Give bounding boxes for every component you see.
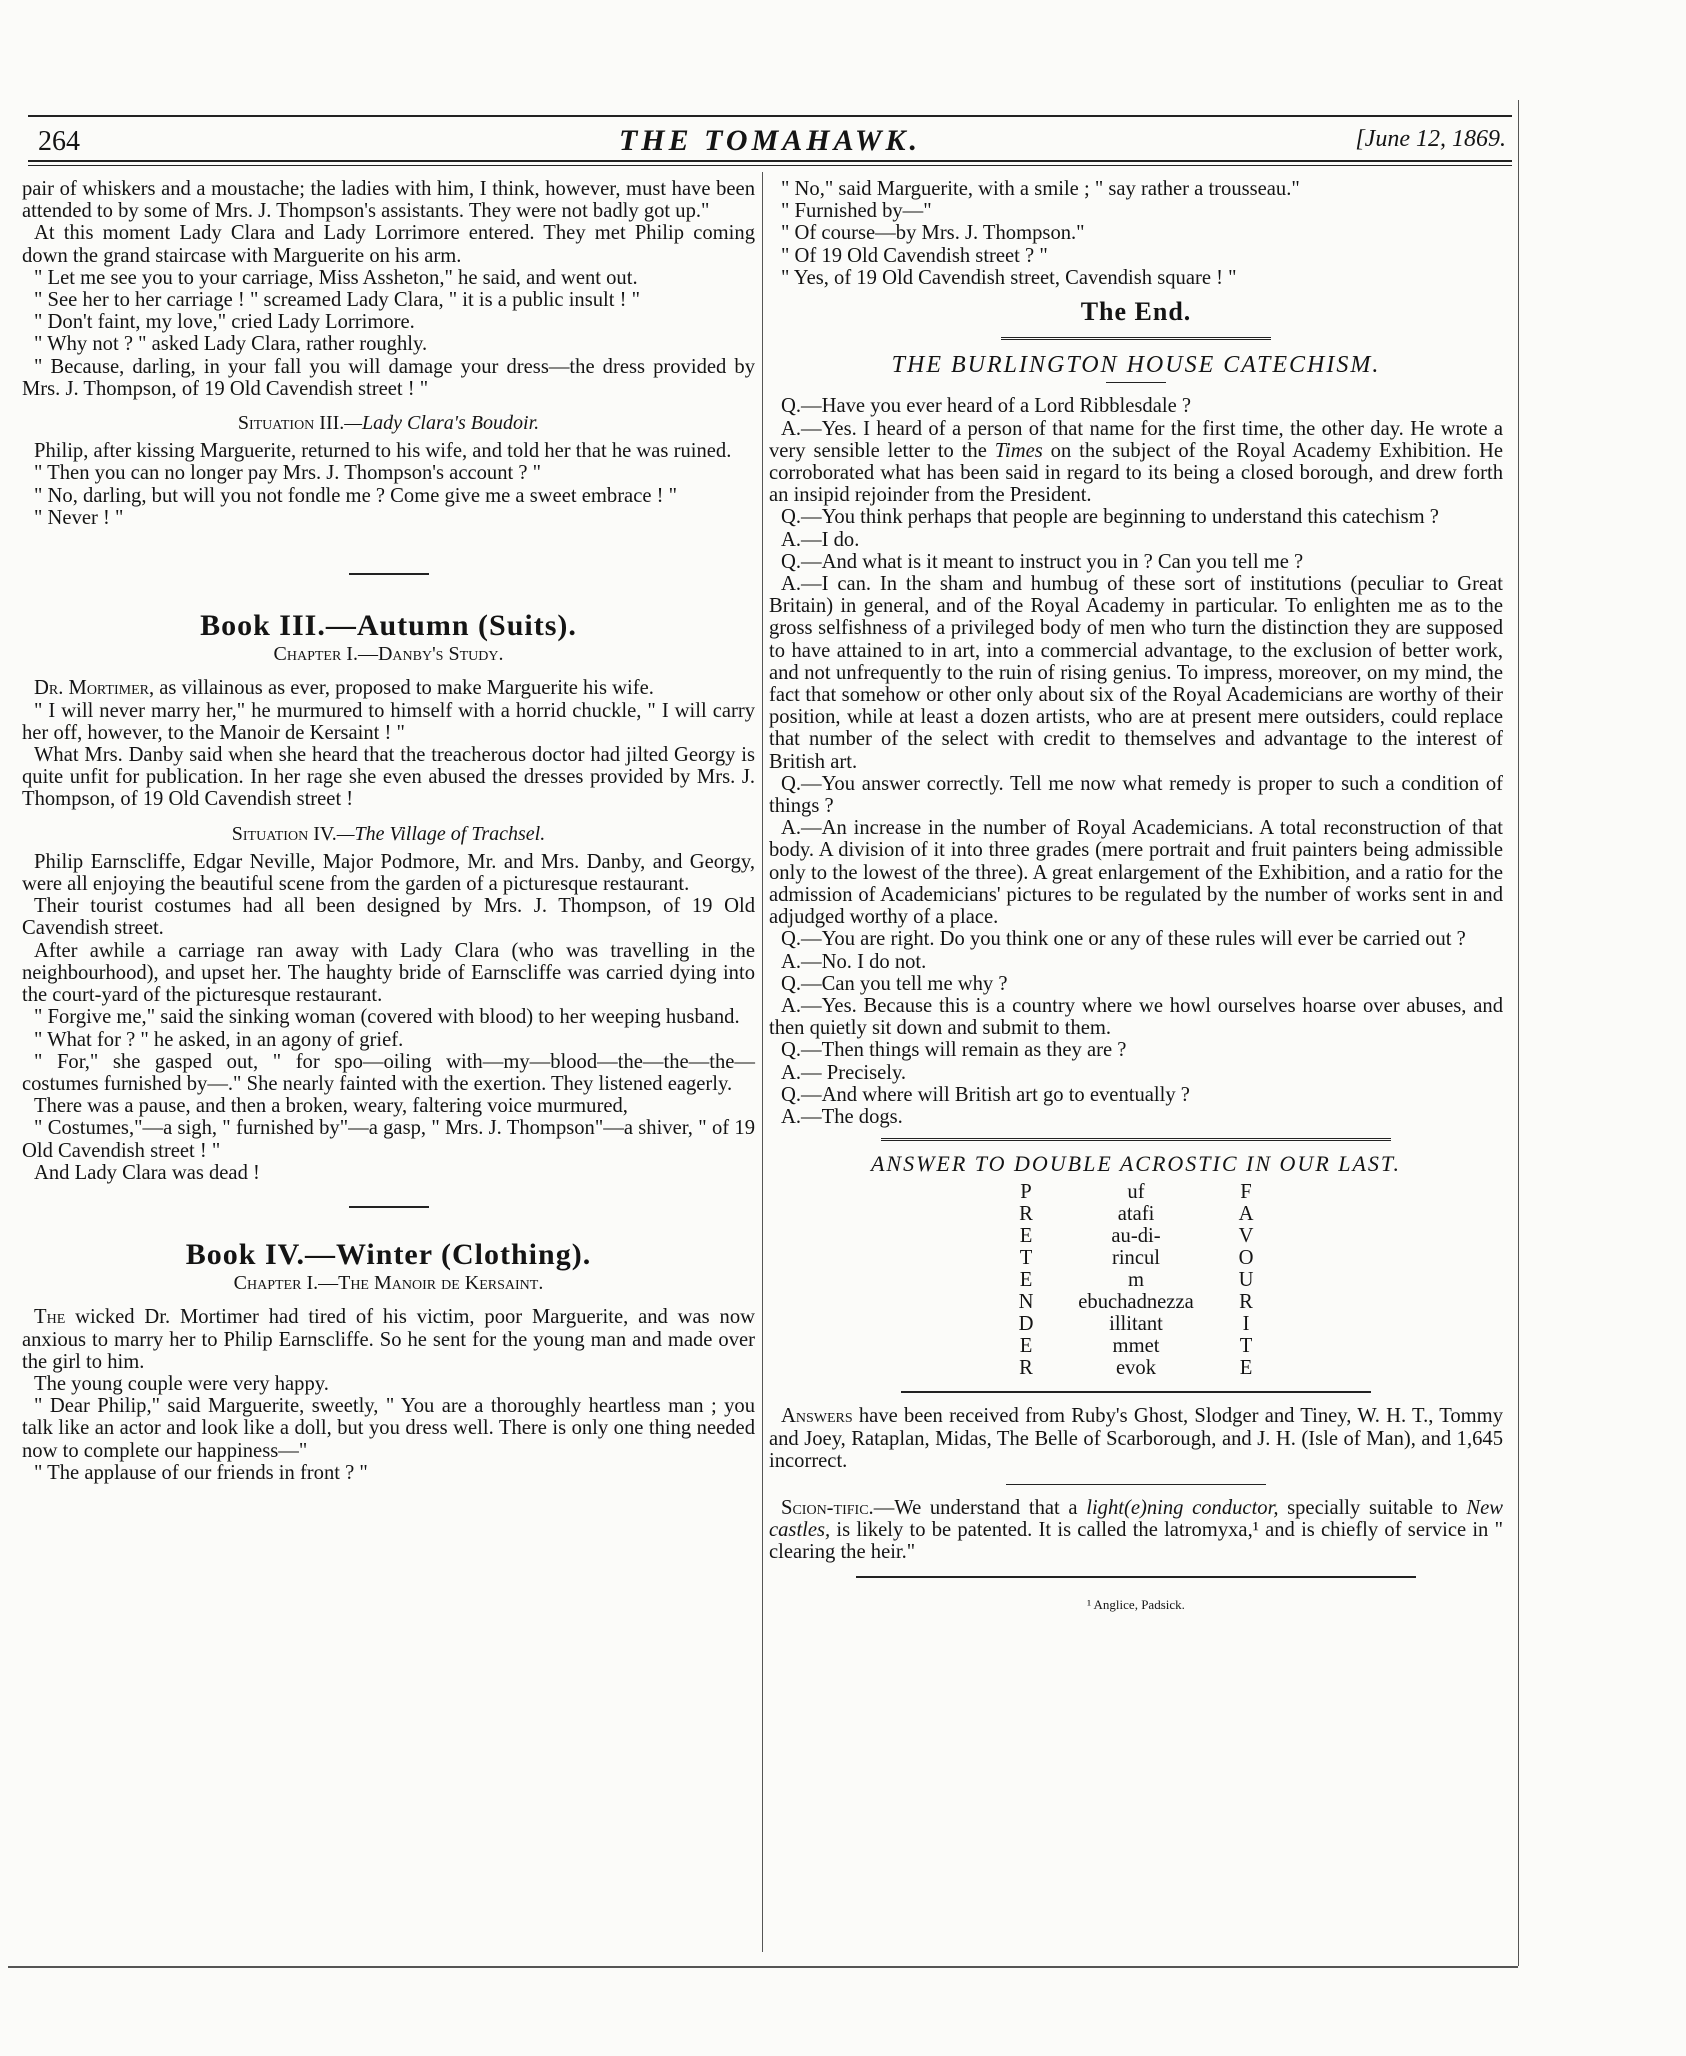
catechism-line: A.—Yes. I heard of a person of that name for the first time, the other day. He wrote a very sensible letter to the Times on the subject of the Royal Academy Exhibition. He corroborated what has been said in regard to its being a closed borough, and drew forth an insipid rejoinder from the President.	[769, 417, 1503, 507]
paragraph: " Costumes,"—a sigh, " furnished by"—a gasp, " Mrs. J. Thompson"—a shiver, " of 19 Old Cavendish street ! "	[22, 1117, 755, 1162]
catechism-line: Q.—You answer correctly. Tell me now what remedy is proper to such a condition of things ?	[769, 772, 1503, 818]
acrostic-row: N ebuchadnezza R	[1018, 1291, 1253, 1314]
chapter-heading: Chapter I.—The Manoir de Kersaint.	[233, 1272, 544, 1295]
situation-label: Situation IV.	[231, 822, 337, 845]
catechism-line: Q.—And what is it meant to instruct you in ? Can you tell me ?	[781, 550, 1304, 573]
publication-title: THE TOMAHAWK.	[618, 124, 922, 157]
page-bottom-rule	[8, 1966, 1518, 1968]
section-rule	[901, 1391, 1371, 1393]
paragraph: " Forgive me," said the sinking woman (covered with blood) to her weeping husband.	[34, 1006, 740, 1029]
chapter-heading: Chapter I.—Danby's Study.	[273, 643, 504, 666]
paragraph: Philip, after kissing Marguerite, returned to his wife, and told her that he was ruined.	[34, 440, 732, 463]
paragraph: " Furnished by—"	[781, 200, 932, 223]
catechism-line: Q.—You think perhaps that people are beginning to understand this catechism ?	[781, 506, 1439, 529]
footnote-rule	[856, 1576, 1416, 1578]
catechism-line: A.—The dogs.	[781, 1105, 903, 1128]
section-rule	[1006, 1484, 1266, 1485]
catechism-line: A.— Precisely.	[781, 1061, 907, 1084]
paragraph: " No, darling, but will you not fondle me ? Come give me a sweet embrace ! "	[34, 484, 678, 507]
lead-in: Dr. Mortimer,	[34, 677, 155, 700]
title-rule	[1106, 382, 1166, 383]
paragraph: wicked Dr. Mortimer had tired of his victim, poor Marguerite, and was now anxious to marry her to Philip Earnscliffe. So he sent for the young man and made over the girl to him.	[22, 1306, 755, 1373]
paragraph: Their tourist costumes had all been designed by Mrs. J. Thompson, of 19 Old Cavendish street.	[22, 895, 755, 940]
page-header	[28, 110, 1512, 160]
paragraph: " The applause of our friends in front ? "	[34, 1461, 368, 1484]
paragraph: " See her to her carriage ! " screamed Lady Clara, " it is a public insult ! "	[34, 289, 641, 312]
paragraph: After awhile a carriage ran away with Lady Clara (who was travelling in the neighbourhood), and upset her. The haughty bride of Earnscliffe was carried dying into the court-yard of the picturesque restaurant.	[22, 939, 755, 1007]
book-heading: Book IV.—Winter (Clothing).	[185, 1237, 592, 1271]
paragraph: as villainous as ever, proposed to make Marguerite his wife.	[154, 677, 654, 700]
header-bottom-rule-thin	[28, 165, 1512, 166]
newspaper-name: Times	[994, 439, 1043, 462]
paragraph: Philip Earnscliffe, Edgar Neville, Major Podmore, Mr. and Mrs. Danby, and Georgy, were all enjoying the beautiful scene from the garden of a picturesque restaurant.	[22, 850, 755, 896]
paragraph: " No," said Marguerite, with a smile ; " say rather a trousseau."	[781, 178, 1300, 200]
issue-date: [June 12, 1869.	[1355, 126, 1506, 152]
situation-title: —Lady Clara's Boudoir.	[344, 412, 540, 435]
catechism-line: A.—Yes. Because this is a country where we howl ourselves hoarse over abuses, and then quietly sit down and submit to them.	[769, 994, 1503, 1040]
left-column	[22, 178, 755, 1484]
paragraph: have been received from Ruby's Ghost, Slodger and Tiney, W. H. T., Tommy and Joey, Rataplan, Midas, The Belle of Scarborough, and J. H. (Isle of Man), and 1,645 incorrect.	[769, 1405, 1503, 1472]
paragraph: " Because, darling, in your fall you will damage your dress—the dress provided by Mrs. J. Thompson, of 19 Old Cavendish street ! "	[22, 355, 755, 400]
paragraph: " Of course—by Mrs. J. Thompson."	[781, 222, 1085, 245]
scion-tific-paragraph: Scion-tific.—We understand that a light(e)ning conductor, specially suitable to New castles, is likely to be patented. It is called the latromyxa,¹ and is chiefly of service in " clearing the heir."	[769, 1496, 1503, 1564]
acrostic-row: E au-di- V	[1019, 1225, 1254, 1248]
footnote: ¹ Anglice, Padsick.	[1087, 1596, 1185, 1612]
catechism-line: Q.—Have you ever heard of a Lord Ribblesdale ?	[781, 395, 1192, 418]
paragraph: pair of whiskers and a moustache; the ladies with him, I think, however, must have been attended to by some of Mrs. J. Thompson's assistants. They were not badly got up."	[22, 178, 755, 223]
paragraph: " I will never marry her," he murmured to himself with a horrid chuckle, " I will carry her off, however, to the Manoir de Kersaint ! "	[22, 699, 755, 744]
catechism-line: Q.—Then things will remain as they are ?	[781, 1039, 1127, 1062]
catechism-line: A.—No. I do not.	[781, 950, 927, 973]
header-top-rule	[28, 115, 1512, 117]
acrostic-title: ANSWER TO DOUBLE ACROSTIC IN OUR LAST.	[870, 1151, 1402, 1177]
catechism-line: Q.—You are right. Do you think one or any of these rules will ever be carried out ?	[781, 928, 1466, 951]
situation-title: —The Village of Trachsel.	[336, 822, 546, 845]
paragraph: " Why not ? " asked Lady Clara, rather roughly.	[34, 333, 428, 356]
acrostic-row: P uf F	[1020, 1181, 1252, 1204]
right-margin-line	[1518, 100, 1519, 1966]
paragraph: " Dear Philip," said Marguerite, sweetly, " You are a thoroughly heartless man ; you talk like an actor and look like a doll, but you dress well. There is only one thing needed now to complete our happiness—"	[22, 1395, 755, 1462]
paragraph: " Yes, of 19 Old Cavendish street, Cavendish square ! "	[781, 266, 1237, 289]
the-end-heading: The End.	[1080, 297, 1192, 327]
catechism-line: Q.—Can you tell me why ?	[781, 972, 1008, 995]
paragraph: " Of 19 Old Cavendish street ? "	[781, 244, 1048, 267]
situation-heading	[22, 823, 755, 845]
paragraph: " For," she gasped out, " for spo—oiling with—my—blood—the—the—the—costumes furnished by—." She nearly fainted with the exertion. They listened eagerly.	[22, 1050, 755, 1095]
paragraph: At this moment Lady Clara and Lady Lorrimore entered. They met Philip coming down the grand staircase with Marguerite on his arm.	[22, 222, 755, 267]
catechism-line: Q.—And where will British art go to eventually ?	[781, 1083, 1190, 1106]
catechism-title: THE BURLINGTON HOUSE CATECHISM.	[891, 352, 1381, 379]
paragraph: " Don't faint, my love," cried Lady Lorrimore.	[34, 311, 415, 334]
paragraph: " Never ! "	[34, 506, 124, 529]
situation-heading	[22, 412, 755, 434]
acrostic-row: E mmet T	[1019, 1335, 1253, 1358]
acrostic-row: D illitant I	[1018, 1313, 1250, 1336]
acrostic-row: E m U	[1019, 1269, 1254, 1292]
paragraph: There was a pause, and then a broken, weary, faltering voice murmured,	[34, 1095, 628, 1118]
section-double-rule	[1001, 337, 1271, 342]
section-double-rule	[881, 1138, 1391, 1143]
paragraph: " Then you can no longer pay Mrs. J. Thompson's account ? "	[34, 462, 542, 485]
paragraph: The young couple were very happy.	[34, 1372, 329, 1395]
lead-in: The	[34, 1306, 66, 1329]
acrostic-row: T rincul O	[1019, 1247, 1254, 1270]
catechism-line: A.—I do.	[781, 528, 860, 551]
paragraph: " What for ? " he asked, in an agony of grief.	[34, 1028, 404, 1051]
column-divider	[762, 172, 763, 1952]
right-column	[769, 178, 1503, 1616]
catechism-line: A.—I can. In the sham and humbug of these sort of institutions (peculiar to Great Britain) in general, and of the Royal Academy in particular. To enlighten me as to the gross selfishness of a privileged body of men who turn the distinction they are supposed to have attained to in art, into a commercial advantage, to the exclusion of better work, and not unfrequently to the ruin of rising genius. To impress, moreover, on my mind, the fact that somehow or other only about six of the Royal Academicians are worthy of their position, while at least a dozen artists, who are at present mere outsiders, could replace that number of the select with credit to themselves and advantage to the interest of British art.	[769, 573, 1503, 773]
book-heading: Book III.—Autumn (Suits).	[200, 609, 577, 643]
lead-in: Answers	[781, 1405, 853, 1428]
page-number: 264	[38, 126, 80, 157]
header-bottom-rule	[28, 160, 1512, 162]
acrostic-table	[1002, 1181, 1270, 1379]
acrostic-row: R atafi A	[1019, 1203, 1254, 1226]
catechism-line: A.—An increase in the number of Royal Academicians. A total reconstruction of that body. A division of it into three grades (mere portrait and fruit painters being admissible only to the lowest of the three). A great enlargement of the Exhibition, and a ratio for the admission of Academicians' pictures to be regulated by the number of works sent in and adjudged worthy of a place.	[769, 817, 1503, 929]
situation-label: Situation III.	[237, 412, 345, 435]
paragraph: What Mrs. Danby said when she heard that the treacherous doctor had jilted Georgy is quite unfit for publication. In her rage she even abused the dresses provided by Mrs. J. Thompson, of 19 Old Cavendish street !	[22, 744, 755, 811]
paragraph: And Lady Clara was dead !	[34, 1161, 260, 1184]
paragraph: " Let me see you to your carriage, Miss Assheton," he said, and went out.	[34, 266, 638, 289]
acrostic-row: R evok E	[1019, 1357, 1253, 1380]
